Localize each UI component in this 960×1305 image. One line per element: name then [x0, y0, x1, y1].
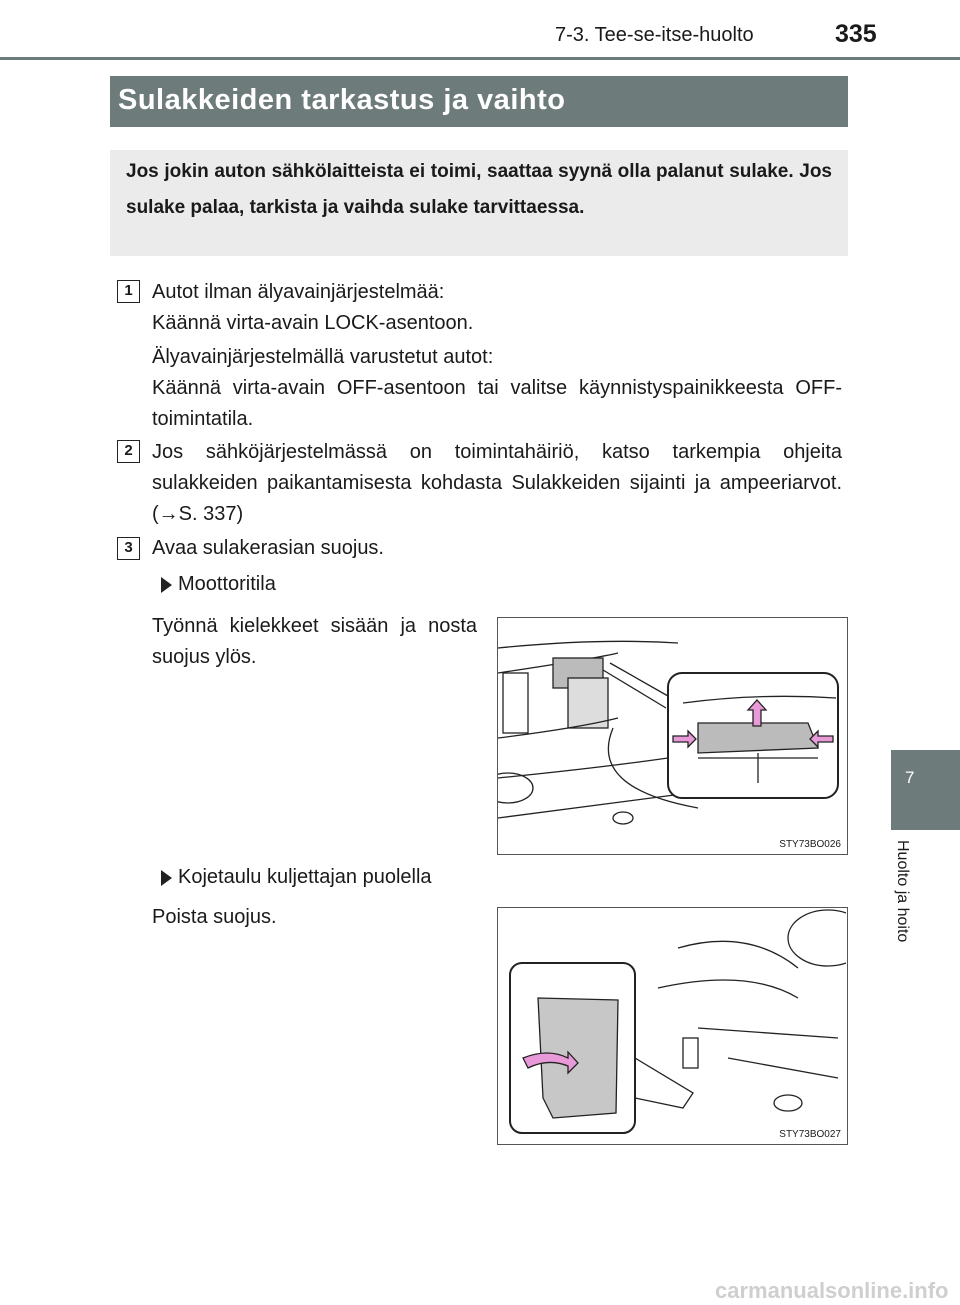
case-heading-dashboard: Kojetaulu kuljettajan puolella — [178, 866, 432, 888]
step-number-1: 1 — [117, 280, 140, 303]
step-1-line: Käännä virta-avain OFF-asentoon tai valitse käynnistyspainikkeesta OFF-toimintatila. — [152, 377, 842, 430]
figure-engine-fuse-box — [497, 617, 848, 855]
case-text-dashboard: Poista suojus. — [152, 906, 277, 928]
step-number-2: 2 — [117, 440, 140, 463]
chapter-tab: 7 — [891, 750, 960, 830]
step-1-line: Autot ilman älyavainjärjestelmää: — [152, 281, 445, 303]
figure-dashboard-fuse-cover — [497, 907, 848, 1145]
step-1-line: Käännä virta-avain LOCK-asentoon. — [152, 312, 474, 334]
step-2-text: Jos sähköjärjestelmässä on toimintahäiriö, katso tarkempia ohjeita sulakkeiden paikantamisesta kohdasta Sulakkeiden sijainti ja ampeeriarvot. (→S. 337) — [152, 441, 842, 525]
bullet-triangle-icon — [161, 870, 172, 886]
watermark: carmanualsonline.info — [715, 1278, 949, 1303]
engine-compartment-illustration — [498, 618, 846, 853]
section-header: 7-3. Tee-se-itse-huolto — [555, 24, 754, 46]
dashboard-illustration — [498, 908, 846, 1143]
step-1-line: Älyavainjärjestelmällä varustetut autot: — [152, 346, 494, 368]
chapter-label: Huolto ja hoito — [894, 840, 911, 943]
figure-code: STY73BO027 — [779, 1129, 841, 1140]
case-heading-engine: Moottoritila — [178, 573, 276, 595]
step-1-smart-key — [152, 342, 842, 435]
case-text-engine: Työnnä kielekkeet sisään ja nosta suojus ylös. — [152, 615, 477, 668]
intro-box: Jos jokin auton sähkölaitteista ei toimi, saattaa syynä olla palanut sulake. Jos sulake palaa, tarkista ja vaihda sulake tarvittaessa. — [110, 150, 848, 256]
bullet-triangle-icon — [161, 577, 172, 593]
figure-code: STY73BO026 — [779, 839, 841, 850]
page-number: 335 — [835, 20, 877, 48]
step-3-text: Avaa sulakerasian suojus. — [152, 537, 384, 559]
header-rule — [0, 57, 960, 60]
step-1-text — [152, 277, 842, 339]
page-title: Sulakkeiden tarkastus ja vaihto — [110, 76, 848, 127]
step-number-3: 3 — [117, 537, 140, 560]
